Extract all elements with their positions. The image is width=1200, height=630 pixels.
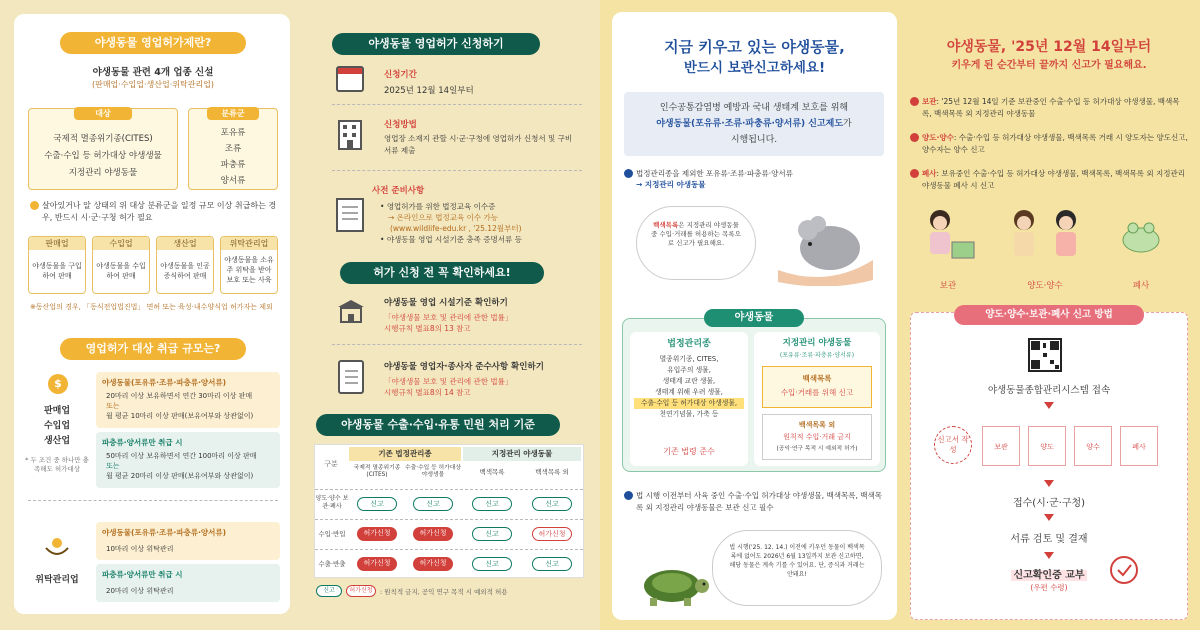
prep-title: 사전 준비사항 <box>372 186 425 196</box>
chk2-title: 야생동물 영업자·종사자 준수사항 확인하기 <box>384 362 544 372</box>
method-title: 신청방법 <box>384 120 417 130</box>
transfer-illustration <box>1000 206 1090 264</box>
right-leaflet-page <box>600 0 1200 630</box>
table-col-header: 백색목록 <box>479 468 505 476</box>
right-title-line1: 야생동물, '25년 12월 14일부터 <box>946 39 1152 55</box>
section-title-scale: 영업허가 대상 취급 규모는? <box>60 338 246 360</box>
form-doc-transfer-out: 양도 <box>1028 426 1066 466</box>
grp1-a-l2: 월 평균 10마리 이상 판매(보유여부와 상관없이) <box>106 412 254 420</box>
non-whitelist-title: 백색목록 외 <box>798 421 836 429</box>
form-doc-death: 폐사 <box>1120 426 1158 466</box>
note-exception: ※동산업의 경우, 「동식전업법진법」 면허 또는 육성·내수양식업 허가자는 제외 <box>30 303 273 311</box>
form-doc-storage: 보관 <box>982 426 1020 466</box>
section-title-apply: 야생동물 영업허가 신청하기 <box>332 33 540 55</box>
grp1-b-or: 또는 <box>106 462 120 470</box>
report-item-key: 양도·양수 <box>922 133 954 142</box>
table-cell-badge: 허가신청 <box>532 527 572 541</box>
table-divider <box>315 519 583 520</box>
prep-list <box>380 201 522 245</box>
shop-icon <box>336 298 366 324</box>
main-title-line2: 반드시 보관신고하세요! <box>683 60 826 76</box>
check-storage-required <box>624 490 884 514</box>
step-receive: 접수(시·군·구청) <box>1012 498 1086 509</box>
table-row-label: 양도·양수 보관·폐사 <box>315 495 349 510</box>
table-cell-badge: 신고 <box>357 497 397 511</box>
biz-desc: 야생동물을 소유주 위탁을 받아 보호 또는 사육 <box>224 256 274 284</box>
note-permit-text: 살아있거나 알 상태의 위 대상 분류군을 일정 규모 이상 취급하는 경우, 반드시 시·군·구청 허가 필요 <box>42 201 277 222</box>
prep-item-1a: → 온라인으로 법정교육 이수 가능 <box>388 213 499 222</box>
designated-sub: (포유류·조류·파충류·양서류) <box>779 352 855 359</box>
bubble-text: 은 지정관리 야생동물 중 수입·거래를 허용하는 목록으로 신고가 필요해요. <box>651 221 741 247</box>
divider <box>332 344 582 345</box>
flow-arrow-icon <box>1044 402 1054 409</box>
grp2-name: 위탁관리업 <box>35 575 79 585</box>
biz-box-production <box>156 236 214 294</box>
biz-name: 수입업 <box>93 237 149 250</box>
table-col-header: 수출·수입 등 허가대상 야생생물 <box>405 465 461 478</box>
write-form-stamp: 신고서 작성 <box>934 426 972 464</box>
table-cell-badge: 허가신청 <box>357 557 397 571</box>
legal-item-highlight: 수출·수입 등 허가대상 야생생물, <box>634 398 744 409</box>
biz-name: 판매업 <box>29 237 85 250</box>
step-issue <box>910 566 1188 581</box>
pic-label: 보관 <box>939 281 957 291</box>
non-whitelist-box <box>762 414 872 460</box>
biz-desc: 야생동물을 수입하여 판매 <box>96 262 146 280</box>
qr-code-icon <box>1028 338 1062 372</box>
pic-label: 양도·양수 <box>1027 281 1063 291</box>
main-title-line1: 지금 키우고 있는 야생동물, <box>664 38 845 56</box>
storage-illustration <box>918 206 978 264</box>
whitelist-box <box>762 366 872 408</box>
chk1-l2: 시행규칙 별표8의 13 참고 <box>384 324 471 333</box>
report-item-value: : '25년 12월 14일 기준 보관중인 수출·수입 등 허가대상 야생생물, 백색목록, 백색목록 외 지정관리 야생동물 <box>922 97 1180 118</box>
four-industries-sub: (판매업·수입업·생산업·위탁관리업) <box>91 80 215 89</box>
clipboard-icon <box>338 360 364 394</box>
report-item-value: : 보유중인 수출·수입 등 허가대상 야생생물, 백색목록, 백색목록 외 지정관리 야생동물 폐사 시 신고 <box>922 169 1185 190</box>
check-designated-l2: → 지정관리 야생동물 <box>636 180 706 189</box>
grp2-b-l1: 20마리 이상 위탁관리 <box>106 587 174 595</box>
speech-bubble <box>636 206 756 280</box>
legal-managed-list <box>630 354 748 420</box>
period-title: 신청기간 <box>384 70 417 80</box>
class-label: 분류군 <box>207 107 259 120</box>
table-cell-badge: 신고 <box>472 497 512 511</box>
grp2-a-l1: 10마리 이상 위탁관리 <box>106 545 174 553</box>
note-permit-required <box>30 200 280 224</box>
legal-item: 생태계 교란 생물, <box>662 377 716 385</box>
bubble-title: 백색목록 <box>653 221 679 229</box>
check-designated <box>624 168 884 190</box>
target-lines <box>29 131 177 182</box>
chk2-ref <box>384 376 512 398</box>
legal-item: 유입주의 생물, <box>667 366 711 374</box>
step-review: 서류 검토 및 결재 <box>1010 534 1088 545</box>
divider <box>28 500 278 501</box>
step-issue-text: 신고확인증 교부 <box>1013 570 1085 581</box>
calendar-icon <box>336 66 364 92</box>
grp2-b-box <box>96 564 280 602</box>
table-row-label: 수입·반입 <box>318 530 346 538</box>
non-whitelist-desc: 원칙적 수입·거래 금지 <box>783 433 851 441</box>
grp1-b-body <box>106 451 257 481</box>
table-rowhead: 구분 <box>324 460 338 468</box>
table-cell-badge: 신고 <box>472 557 512 571</box>
grp1-name: 수입업 <box>43 421 71 431</box>
table-cell-badge: 신고 <box>532 557 572 571</box>
target-line: 지정관리 야생동물 <box>68 168 138 178</box>
building-icon <box>338 120 362 150</box>
form-doc-transfer-in: 양수 <box>1074 426 1112 466</box>
check-circle-icon <box>910 169 919 178</box>
table-cell-badge: 허가신청 <box>357 527 397 541</box>
step-issue-sub: (우편 수령) <box>1030 583 1068 592</box>
section-title-table: 야생동물 수출·수입·유통 민원 처리 기준 <box>316 414 560 436</box>
designated-box <box>754 332 880 466</box>
turtle-illustration <box>634 556 712 610</box>
chk1-ref <box>384 312 512 334</box>
target-line: 국제적 멸종위기종(CITES) <box>53 134 153 144</box>
chk2-l1: 「야생생물 보호 및 관리에 관한 법률」 <box>384 377 513 386</box>
report-method-title: 양도·양수·보관·폐사 신고 방법 <box>954 305 1144 325</box>
whitelist-desc: 수입·거래를 위해 신고 <box>780 388 854 397</box>
class-item: 포유류 <box>220 128 246 138</box>
grp1-a-body <box>106 391 253 421</box>
table-divider <box>315 489 583 490</box>
grp1-names <box>22 404 92 449</box>
chk1-l1: 「야생생물 보호 및 관리에 관한 법률」 <box>384 313 513 322</box>
table-col-header: 백색목록 외 <box>535 468 569 476</box>
class-item: 조류 <box>224 144 242 154</box>
legal-managed-box <box>630 332 748 466</box>
biz-desc: 야생동물을 인공증식하여 판매 <box>160 262 210 280</box>
prep-item-1: • 영업허가를 위한 법정교육 이수증 <box>380 202 496 211</box>
grp2-a-box <box>96 522 280 560</box>
intro-suffix: 가 <box>843 119 852 129</box>
target-label: 대상 <box>74 107 132 120</box>
class-box <box>188 108 278 190</box>
divider <box>332 170 582 171</box>
legend-permit-badge: 허가신청 <box>346 585 376 597</box>
grp1-b-l1: 50마리 이상 보유하면서 연간 100마리 이상 판매 <box>106 452 257 460</box>
pic-label: 폐사 <box>1132 281 1150 291</box>
system-access-label: 야생동물종합관리시스템 접속 <box>987 385 1111 396</box>
wildlife-label: 야생동물 <box>704 309 804 327</box>
whitelist-title: 백색목록 <box>802 374 832 383</box>
biz-desc: 야생동물을 구입하여 판매 <box>32 262 82 280</box>
legal-managed-title: 법정관리종 <box>667 339 711 349</box>
check-circle-icon <box>624 491 633 500</box>
document-icon <box>336 198 364 232</box>
grp2-a-title: 야생동물(포유류·조류·파충류·양서류) <box>102 528 227 537</box>
table-row-label: 수출·반출 <box>318 560 346 568</box>
grp1-b-l2: 월 평균 20마리 이상 판매(보유여부와 상관없이) <box>106 472 254 480</box>
grp1-name: 생산업 <box>43 436 71 446</box>
table-cell-badge: 허가신청 <box>413 557 453 571</box>
check-designated-l1: 법정관리종을 제외한 포유류·조류·파충류·양서류 <box>636 169 793 178</box>
designated-title: 지정관리 야생동물 <box>782 338 852 348</box>
table-group2-header: 지정관리 야생동물 <box>463 447 581 461</box>
legend-report-badge: 신고 <box>316 585 342 597</box>
hands-caring-icon <box>44 536 70 558</box>
period-text: 2025년 12월 14일부터 <box>384 86 474 96</box>
check-circle-icon <box>910 133 919 142</box>
class-item: 양서류 <box>220 176 246 186</box>
class-items <box>189 125 277 189</box>
prep-item-2-text: 야생동물 영업 시설기준 충족 증명서류 등 <box>386 235 522 244</box>
section-title-what-is: 야생동물 영업허가제란? <box>60 32 246 54</box>
divider <box>332 104 582 105</box>
grp1-a-or: 또는 <box>106 402 120 410</box>
flow-arrow-icon <box>1044 480 1054 487</box>
grp1-a-title: 야생동물(포유류·조류·파충류·양서류) <box>102 378 227 387</box>
report-item-transfer <box>910 132 1188 156</box>
grp1-a-l1: 20마리 이상 보유하면서 연간 30마리 이상 판매 <box>106 392 253 400</box>
method-text: 영업장 소재지 관할 시·군·구청에 영업허가 신청서 및 구비서류 제출 <box>384 134 573 155</box>
prep-item-1b: (www.wildlife-edu.kr , '25.12월부터) <box>390 224 522 233</box>
intro-highlight: 야생동물(포유류·조류·파충류·양서류) 신고제도 <box>656 119 844 129</box>
grp2-b-title: 파충류·양서류만 취급 시 <box>102 570 183 579</box>
check-circle-icon <box>624 169 633 178</box>
check-circle-icon <box>30 201 39 210</box>
prep-item-1-text: 영업허가를 위한 법정교육 이수증 <box>386 202 496 211</box>
flow-arrow-icon <box>1044 514 1054 521</box>
table-col-header: 국제적 멸종위기종 (CITES) <box>353 465 401 478</box>
report-item-key: 폐사 <box>922 169 937 178</box>
report-item-storage <box>910 96 1188 120</box>
table-cell-badge: 신고 <box>413 497 453 511</box>
section-title-check: 허가 신청 전 꼭 확인하세요! <box>340 262 544 284</box>
intro-line1: 인수공통감염병 예방과 국내 생태계 보호를 위해 <box>659 103 849 113</box>
class-item: 파충류 <box>220 160 246 170</box>
table-divider <box>315 549 583 550</box>
intro-box <box>624 92 884 156</box>
approval-check-icon <box>1110 556 1138 584</box>
table-group1-header: 기존 법정관리종 <box>349 447 461 461</box>
legal-managed-foot: 기존 법령 준수 <box>663 447 715 456</box>
grp1-b-title: 파충류·양서류만 취급 시 <box>102 438 183 447</box>
legal-item: 천연기념물, 가축 등 <box>659 410 719 418</box>
four-industries-heading: 야생동물 관련 4개 업종 신설 <box>92 67 214 78</box>
biz-box-sales <box>28 236 86 294</box>
biz-box-import <box>92 236 150 294</box>
chinchilla-illustration <box>768 200 878 286</box>
report-item-value: : 수출·수입 등 허가대상 야생생물, 백색목록 거래 시 양도자는 양도신고, 양수자는 양수 신고 <box>922 133 1188 154</box>
non-whitelist-desc2: (공익·연구 목적 시 예외적 허가) <box>776 446 858 452</box>
biz-name: 위탁관리업 <box>221 237 277 250</box>
prep-item-2: • 야생동물 영업 시설기준 충족 증명서류 등 <box>380 235 522 244</box>
grp1-note: * 두 조건 중 하나만 충족해도 허가대상 <box>25 456 89 473</box>
coin-hand-icon: $ <box>48 374 68 394</box>
biz-name: 생산업 <box>157 237 213 250</box>
frog-illustration <box>1116 214 1166 262</box>
report-item-key: 보관 <box>922 97 937 106</box>
table-cell-badge: 허가신청 <box>413 527 453 541</box>
check-circle-icon <box>910 97 919 106</box>
grp1-name: 판매업 <box>43 406 71 416</box>
table-cell-badge: 신고 <box>532 497 572 511</box>
turtle-speech-bubble: 법 시행('25. 12. 14.) 이전에 키우던 동물이 백색목록에 없어도 2026년 6월 13일까지 보관 신고하면, 해당 동물은 계속 기를 수 있어요. 단, 증식과 거래는 안돼요! <box>712 530 882 606</box>
right-title-line2: 키우게 된 순간부터 끝까지 신고가 필요해요. <box>951 60 1147 71</box>
check-storage-text: 법 시행 이전부터 사육 중인 수출·수입 허가대상 야생생물, 백색목록, 백색목록 외 지정관리 야생동물은 보관 신고 필수 <box>636 491 882 512</box>
chk1-title: 야생동물 영업 시설기준 확인하기 <box>384 298 508 308</box>
biz-box-consignment <box>220 236 278 294</box>
table-cell-badge: 신고 <box>472 527 512 541</box>
legal-item: 생태계 위해 우려 생물, <box>655 388 723 396</box>
target-box <box>28 108 178 190</box>
target-line: 수출·수입 등 허가대상 야생생물 <box>44 151 162 161</box>
report-item-death <box>910 168 1188 192</box>
permit-table <box>314 444 584 578</box>
grp1-b-box <box>96 432 280 488</box>
legal-item: 멸종위기종, CITES, <box>659 355 719 363</box>
legend-note: : 원칙적 금지, 공익 연구 목적 시 예외적 허용 <box>380 588 508 596</box>
flow-arrow-icon <box>1044 552 1054 559</box>
intro-line3: 시행됩니다. <box>730 135 778 145</box>
grp1-a-box <box>96 372 280 428</box>
chk2-l2: 시행규칙 별표8의 14 참고 <box>384 388 471 397</box>
